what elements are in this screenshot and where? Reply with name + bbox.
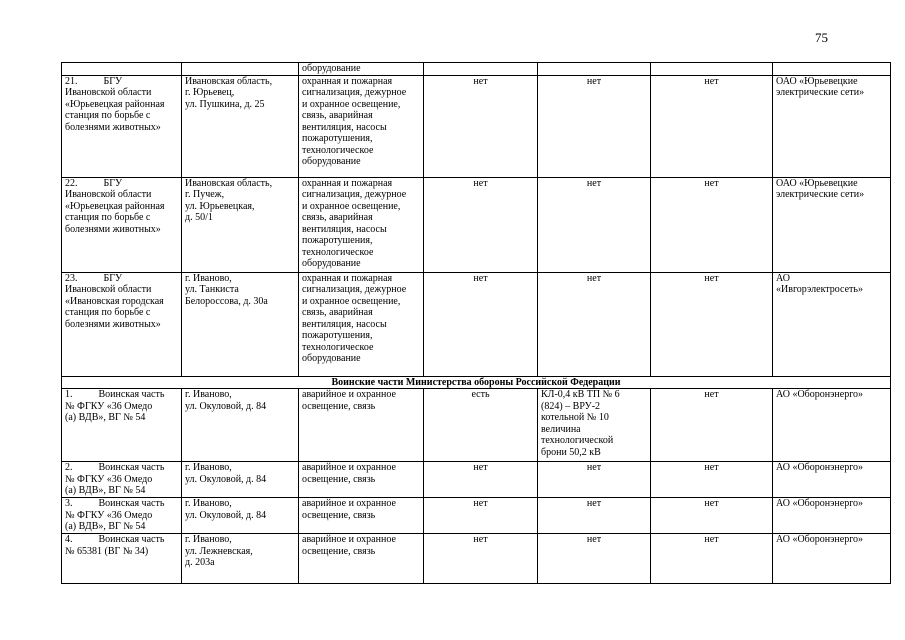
table-row bbox=[62, 177, 891, 272]
organization-name-line: «Ивановская городская bbox=[65, 295, 164, 307]
table-row bbox=[62, 272, 891, 376]
organization-name-line: № ФГКУ «36 Омедо bbox=[65, 473, 153, 485]
row-number: 2. bbox=[65, 462, 73, 473]
cell-address-line: д. 203а bbox=[185, 557, 215, 568]
cell-systems-line: связь, аварийная bbox=[302, 110, 373, 121]
organization-type: Воинская часть bbox=[98, 498, 165, 509]
cell-address-line: ул. Окуловой, д. 84 bbox=[185, 473, 267, 485]
cell-address bbox=[182, 272, 299, 376]
organization-type: БГУ bbox=[103, 177, 123, 189]
cell-address-line: г. Иваново, bbox=[185, 462, 232, 473]
row-number: 1. bbox=[65, 389, 73, 400]
cell-address bbox=[182, 177, 299, 272]
table-row bbox=[62, 462, 891, 498]
cell-supplier-line: электрические сети» bbox=[776, 87, 865, 98]
organization-name-line: № 65381 (ВГ № 34) bbox=[65, 545, 149, 557]
cell-col5: нет bbox=[538, 534, 651, 584]
cell-col6: нет bbox=[651, 272, 773, 376]
organization-first-line bbox=[65, 178, 178, 190]
cell-systems-line: пожаротушения, bbox=[302, 133, 373, 144]
organization-type: Воинская часть bbox=[98, 462, 165, 473]
cell-col5-line: брони 50,2 кВ bbox=[541, 446, 601, 458]
cell-col5-line: величина bbox=[541, 423, 581, 435]
cell-systems-line: и охранное освещение, bbox=[302, 295, 401, 307]
cell-systems-line: охранная и пожарная bbox=[302, 272, 393, 284]
cell-systems-line: вентиляция, насосы bbox=[302, 318, 387, 330]
table-row-continuation bbox=[62, 63, 891, 76]
cell-col6: нет bbox=[651, 498, 773, 534]
cell-organization bbox=[62, 534, 182, 584]
cell-address-line: Ивановская область, bbox=[185, 75, 273, 87]
cell-col5: нет bbox=[538, 462, 651, 498]
section-row bbox=[62, 376, 891, 389]
cell-systems-line: аварийное и охранное bbox=[302, 389, 396, 400]
row-number: 4. bbox=[65, 534, 73, 545]
cell-empty bbox=[773, 63, 891, 76]
cell-address-line: Белороссова, д. 30а bbox=[185, 295, 268, 307]
organization-first-line bbox=[65, 76, 178, 88]
cell-col5-line: котельной № 10 bbox=[541, 412, 609, 423]
organization-name-line: болезнями животных» bbox=[65, 223, 161, 235]
cell-col4: нет bbox=[424, 177, 538, 272]
cell-col6: нет bbox=[651, 177, 773, 272]
organization-type: БГУ bbox=[103, 75, 123, 87]
cell-systems bbox=[299, 498, 424, 534]
cell-col6: нет bbox=[651, 462, 773, 498]
cell-supplier bbox=[773, 75, 891, 177]
cell-supplier-line: АО «Оборонэнерго» bbox=[776, 389, 864, 400]
cell-address bbox=[182, 75, 299, 177]
cell-col5: нет bbox=[538, 177, 651, 272]
row-number: 3. bbox=[65, 498, 73, 509]
organization-type: Воинская часть bbox=[98, 534, 165, 545]
cell-address bbox=[182, 462, 299, 498]
cell-col5-line: КЛ-0,4 кВ ТП № 6 bbox=[541, 389, 620, 400]
data-table bbox=[61, 62, 891, 584]
cell-col5: нет bbox=[538, 498, 651, 534]
cell-systems-line: оборудование bbox=[302, 353, 361, 364]
cell-col4: есть bbox=[424, 389, 538, 462]
cell-col5 bbox=[538, 389, 651, 462]
cell-systems-line: освещение, связь bbox=[302, 473, 376, 485]
organization-name-line: болезнями животных» bbox=[65, 318, 161, 330]
cell-organization bbox=[62, 75, 182, 177]
cell-supplier-line: ОАО «Юрьевецкие bbox=[776, 177, 858, 189]
cell-col6: нет bbox=[651, 75, 773, 177]
cell-systems bbox=[299, 272, 424, 376]
cell-systems-line: связь, аварийная bbox=[302, 307, 373, 318]
cell-systems-line: освещение, связь bbox=[302, 509, 376, 521]
cell-systems-line: охранная и пожарная bbox=[302, 75, 393, 87]
row-number: 21. bbox=[65, 75, 78, 87]
cell-empty bbox=[651, 63, 773, 76]
cell-systems-line: освещение, связь bbox=[302, 400, 376, 412]
row-number: 22. bbox=[65, 177, 78, 189]
cell-address-line: г. Иваново, bbox=[185, 272, 232, 284]
cell-supplier-line: электрические сети» bbox=[776, 189, 865, 200]
cell-organization bbox=[62, 177, 182, 272]
cell-supplier bbox=[773, 177, 891, 272]
cell-supplier-line: АО «Оборонэнерго» bbox=[776, 498, 864, 509]
page-number: 75 bbox=[815, 30, 828, 45]
cell-col4: нет bbox=[424, 498, 538, 534]
organization-name-line: станция по борьбе с bbox=[65, 307, 151, 318]
cell-empty bbox=[62, 63, 182, 76]
cell-col4: нет bbox=[424, 75, 538, 177]
cell-supplier-line: АО «Оборонэнерго» bbox=[776, 534, 864, 545]
table-row bbox=[62, 75, 891, 177]
cell-systems-line: вентиляция, насосы bbox=[302, 121, 387, 133]
cell-col5-line: (824) – ВРУ-2 bbox=[541, 400, 601, 412]
row-number: 23. bbox=[65, 272, 78, 284]
cell-address-line: ул. Танкиста bbox=[185, 284, 239, 295]
organization-first-line bbox=[65, 534, 178, 546]
cell-supplier bbox=[773, 462, 891, 498]
cell-col6: нет bbox=[651, 534, 773, 584]
cell-systems-line: сигнализация, дежурное bbox=[302, 189, 407, 200]
organization-name-line: Ивановской области bbox=[65, 87, 152, 98]
cell-systems-line: охранная и пожарная bbox=[302, 177, 393, 189]
cell-systems-line: аварийное и охранное bbox=[302, 534, 396, 545]
cell-address-line: ул. Лежневская, bbox=[185, 545, 253, 557]
cell-supplier bbox=[773, 272, 891, 376]
cell-supplier-line: АО «Оборонэнерго» bbox=[776, 462, 864, 473]
cell-empty bbox=[538, 63, 651, 76]
cell-col4: нет bbox=[424, 534, 538, 584]
table-row bbox=[62, 498, 891, 534]
cell-col4: нет bbox=[424, 272, 538, 376]
cell-systems-line: пожаротушения, bbox=[302, 330, 373, 341]
organization-type: БГУ bbox=[103, 272, 123, 284]
cell-address bbox=[182, 498, 299, 534]
table-body bbox=[62, 63, 891, 584]
organization-name-line: станция по борьбе с bbox=[65, 110, 151, 121]
cell-systems-line: технологическое bbox=[302, 144, 374, 156]
cell-address-line: ул. Пушкина, д. 25 bbox=[185, 98, 265, 110]
cell-address-line: ул. Юрьевецкая, bbox=[185, 200, 255, 212]
organization-name-line: станция по борьбе с bbox=[65, 212, 151, 223]
cell-systems: оборудование bbox=[299, 63, 424, 76]
organization-name-line: (а) ВДВ», ВГ № 54 bbox=[65, 412, 146, 423]
cell-supplier-line: «Ивгорэлектросеть» bbox=[776, 284, 863, 295]
cell-supplier bbox=[773, 389, 891, 462]
organization-first-line bbox=[65, 462, 178, 474]
cell-col5: нет bbox=[538, 75, 651, 177]
organization-name-line: № ФГКУ «36 Омедо bbox=[65, 400, 153, 412]
cell-col5-line: технологической bbox=[541, 435, 614, 446]
cell-systems-line: и охранное освещение, bbox=[302, 200, 401, 212]
cell-systems bbox=[299, 462, 424, 498]
organization-name-line: (а) ВДВ», ВГ № 54 bbox=[65, 521, 146, 532]
cell-systems bbox=[299, 389, 424, 462]
cell-supplier-line: АО bbox=[776, 272, 790, 284]
organization-first-line bbox=[65, 389, 178, 401]
cell-systems-line: сигнализация, дежурное bbox=[302, 87, 407, 98]
cell-address-line: г. Иваново, bbox=[185, 534, 232, 545]
cell-supplier-line: ОАО «Юрьевецкие bbox=[776, 75, 858, 87]
cell-systems-line: аварийное и охранное bbox=[302, 462, 396, 473]
cell-organization bbox=[62, 462, 182, 498]
organization-first-line bbox=[65, 498, 178, 510]
cell-empty bbox=[424, 63, 538, 76]
organization-name-line: болезнями животных» bbox=[65, 121, 161, 133]
cell-systems-line: вентиляция, насосы bbox=[302, 223, 387, 235]
organization-name-line: (а) ВДВ», ВГ № 54 bbox=[65, 485, 146, 496]
cell-organization bbox=[62, 498, 182, 534]
cell-systems-line: технологическое bbox=[302, 246, 374, 258]
table-row bbox=[62, 389, 891, 462]
cell-systems-line: аварийное и охранное bbox=[302, 498, 396, 509]
cell-address-line: Ивановская область, bbox=[185, 177, 273, 189]
cell-systems bbox=[299, 534, 424, 584]
cell-systems bbox=[299, 177, 424, 272]
organization-name-line: «Юрьевецкая районная bbox=[65, 98, 165, 110]
cell-empty bbox=[182, 63, 299, 76]
cell-systems-line: пожаротушения, bbox=[302, 235, 373, 246]
cell-address-line: г. Иваново, bbox=[185, 498, 232, 509]
cell-systems-line: освещение, связь bbox=[302, 545, 376, 557]
section-title: Воинские части Министерства обороны Российской Федерации bbox=[62, 376, 891, 389]
cell-supplier bbox=[773, 534, 891, 584]
cell-address-line: г. Юрьевец, bbox=[185, 87, 235, 98]
cell-organization bbox=[62, 389, 182, 462]
cell-systems-line: технологическое bbox=[302, 341, 374, 353]
organization-type: Воинская часть bbox=[98, 389, 165, 400]
cell-supplier bbox=[773, 498, 891, 534]
cell-col5: нет bbox=[538, 272, 651, 376]
organization-name-line: № ФГКУ «36 Омедо bbox=[65, 509, 153, 521]
cell-address bbox=[182, 534, 299, 584]
cell-address-line: г. Пучеж, bbox=[185, 189, 225, 200]
table-row bbox=[62, 534, 891, 584]
cell-address-line: ул. Окуловой, д. 84 bbox=[185, 400, 267, 412]
cell-systems-line: связь, аварийная bbox=[302, 212, 373, 223]
cell-col4: нет bbox=[424, 462, 538, 498]
cell-systems-line: сигнализация, дежурное bbox=[302, 284, 407, 295]
cell-address bbox=[182, 389, 299, 462]
organization-name-line: Ивановской области bbox=[65, 284, 152, 295]
organization-name-line: Ивановской области bbox=[65, 189, 152, 200]
cell-col6: нет bbox=[651, 389, 773, 462]
cell-systems-line: оборудование bbox=[302, 156, 361, 167]
cell-address-line: д. 50/1 bbox=[185, 212, 213, 223]
organization-first-line bbox=[65, 273, 178, 285]
cell-systems bbox=[299, 75, 424, 177]
organization-name-line: «Юрьевецкая районная bbox=[65, 200, 165, 212]
cell-systems-line: оборудование bbox=[302, 258, 361, 269]
cell-address-line: ул. Окуловой, д. 84 bbox=[185, 509, 267, 521]
cell-address-line: г. Иваново, bbox=[185, 389, 232, 400]
cell-systems-line: и охранное освещение, bbox=[302, 98, 401, 110]
cell-organization bbox=[62, 272, 182, 376]
